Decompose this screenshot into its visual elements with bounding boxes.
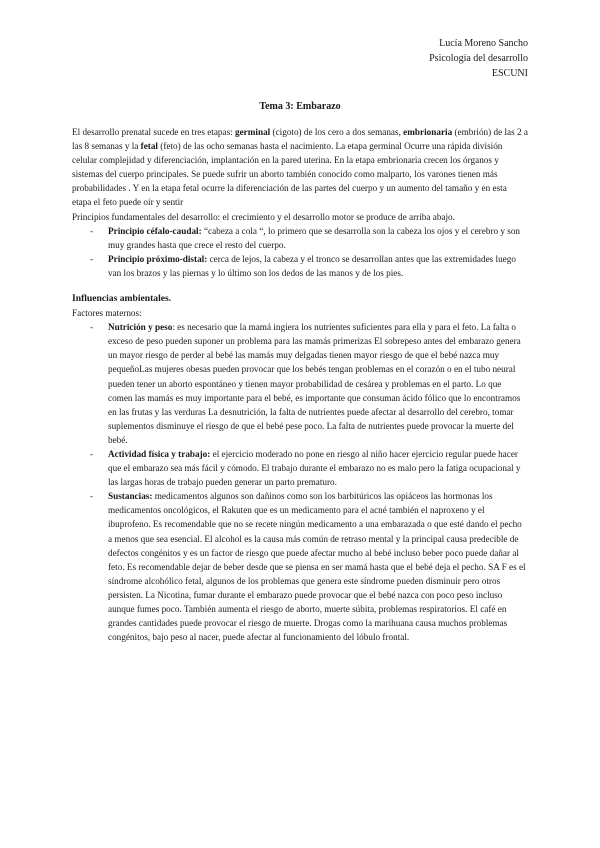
- item-label: Sustancias:: [108, 491, 153, 502]
- item-label: Nutrición y peso: [108, 322, 173, 333]
- intro-paragraph: El desarrollo prenatal sucede en tres etapas: germinal (cigoto) de los cero a dos semanas, embrionaria (embrión) de las 2 a las 8 semanas y la fetal (feto) de las ocho semanas hasta el nacimiento. La etapa germinal Ocurre una rápida división celular complejidad y diferenciación, implantación en la pared uterina. En la etapa embrionaria crecen los órganos y sistemas del cuerpo principales. Se puede sufrir un aborto también conocido como malparto, los varones tienen más probabilidades . Y en la etapa fetal ocurre la diferenciación de las partes del cuerpo y un aumento del tamaño y en esta etapa el feto puede oír y sentir: [72, 127, 528, 208]
- list-item: - Principio próximo-distal: cerca de lejos, la cabeza y el tronco se desarrollan antes que las extremidades luego van los brazos y las piernas y lo último son los dedos de las manos y de los pies.: [90, 253, 516, 278]
- item-label: Principio céfalo-caudal:: [108, 225, 202, 236]
- principles-list: [72, 224, 528, 280]
- school-name: ESCUNI: [491, 68, 528, 79]
- principles-paragraph: Principios fundamentales del desarrollo: el crecimiento y el desarrollo motor se produce de arriba abajo.: [72, 211, 455, 222]
- list-item: - Sustancias: medicamentos algunos son dañinos como son los barbitúricos las opiáceos las hormonas los medicamentos oncológicos, el Rakuten que es un medicamento para el acné también el naproxeno y el ibuprofeno. Es recomendable que no se recete ningún medicamento a una embarazada o que esté dando el pecho a menos que sea esencial. El alcohol es la causa más común de retraso mental y la principal causa predecible de defectos congénitos y es un factor de riesgo que puede afectar mucho al bebé incluso beber poco puede dañar al feto. Es recomendable dejar de beber desde que se piensa en ser mamá hasta que el bebé deja el pecho. SA F es el síndrome alcohólico fetal, algunos de los problemas que genera este síndrome pueden disminuir pero otros persisten. La Nicotina, fumar durante el embarazo puede provocar que el bebé nazca con poco peso incluso aunque fumes poco. También aumenta el riesgo de aborto, muerte súbita, problemas respiratorios. El café en grandes cantidades puede provocar el riesgo de muerte. Drogas como la marihuana causa muchos problemas congénitos, bajo peso al nacer, puede afectar al funcionamiento del lóbulo frontal.: [90, 491, 526, 643]
- document-title: Tema 3: Embarazo: [259, 101, 341, 112]
- section-heading: Influencias ambientales.: [72, 293, 172, 305]
- item-label: Principio próximo-distal:: [108, 253, 208, 264]
- document-page: [72, 36, 528, 644]
- section-subheading: Factores maternos:: [72, 308, 142, 319]
- influences-list: [72, 320, 528, 644]
- document-header: [72, 36, 528, 81]
- subject-name: Psicología del desarrollo: [429, 53, 528, 64]
- list-item: - Nutrición y peso: es necesario que la mamá ingiera los nutrientes suficientes para ella y para el feto. La falta o exceso de peso pueden suponer un problema para las mamás primerizas El sobrepeso antes del embarazo genera un mayor riesgo de perder al bebé las mamás muy delgadas tienen mayor riesgo de que el bebé nazca muy pequeñoLas mujeres obesas pueden provocar que los bebés tengan problemas en el corazón o en el tubo neural pueden tener un aborto espontáneo y tienen mayor probabilidad de cesárea y problemas en el parto. Lo que comen las mamás es muy importante para el bebé, es importante que consuman ácido fólico que lo encontramos en las frutas y las verduras La desnutrición, la falta de nutrientes puede afectar al desarrollo del cerebro, tomar suplementos disminuye el riesgo de que el bebé pese poco. La falta de nutrientes puede provocar la muerte del bebé.: [90, 322, 521, 445]
- item-label: Actividad física y trabajo:: [108, 448, 211, 459]
- author-name: Lucía Moreno Sancho: [439, 38, 528, 49]
- list-item: - Principio céfalo-caudal: “cabeza a cola “, lo primero que se desarrolla son la cabeza los ojos y el cerebro y son muy grandes hasta que crece el resto del cuerpo.: [90, 225, 521, 250]
- list-item: - Actividad física y trabajo: el ejercicio moderado no pone en riesgo al niño hacer ejercicio regular puede hacer que el embarazo sea más fácil y cómodo. El trabajo durante el embarazo no es malo pero la fatiga ocupacional y las largas horas de trabajo pueden generar un parto prematuro.: [90, 448, 521, 488]
